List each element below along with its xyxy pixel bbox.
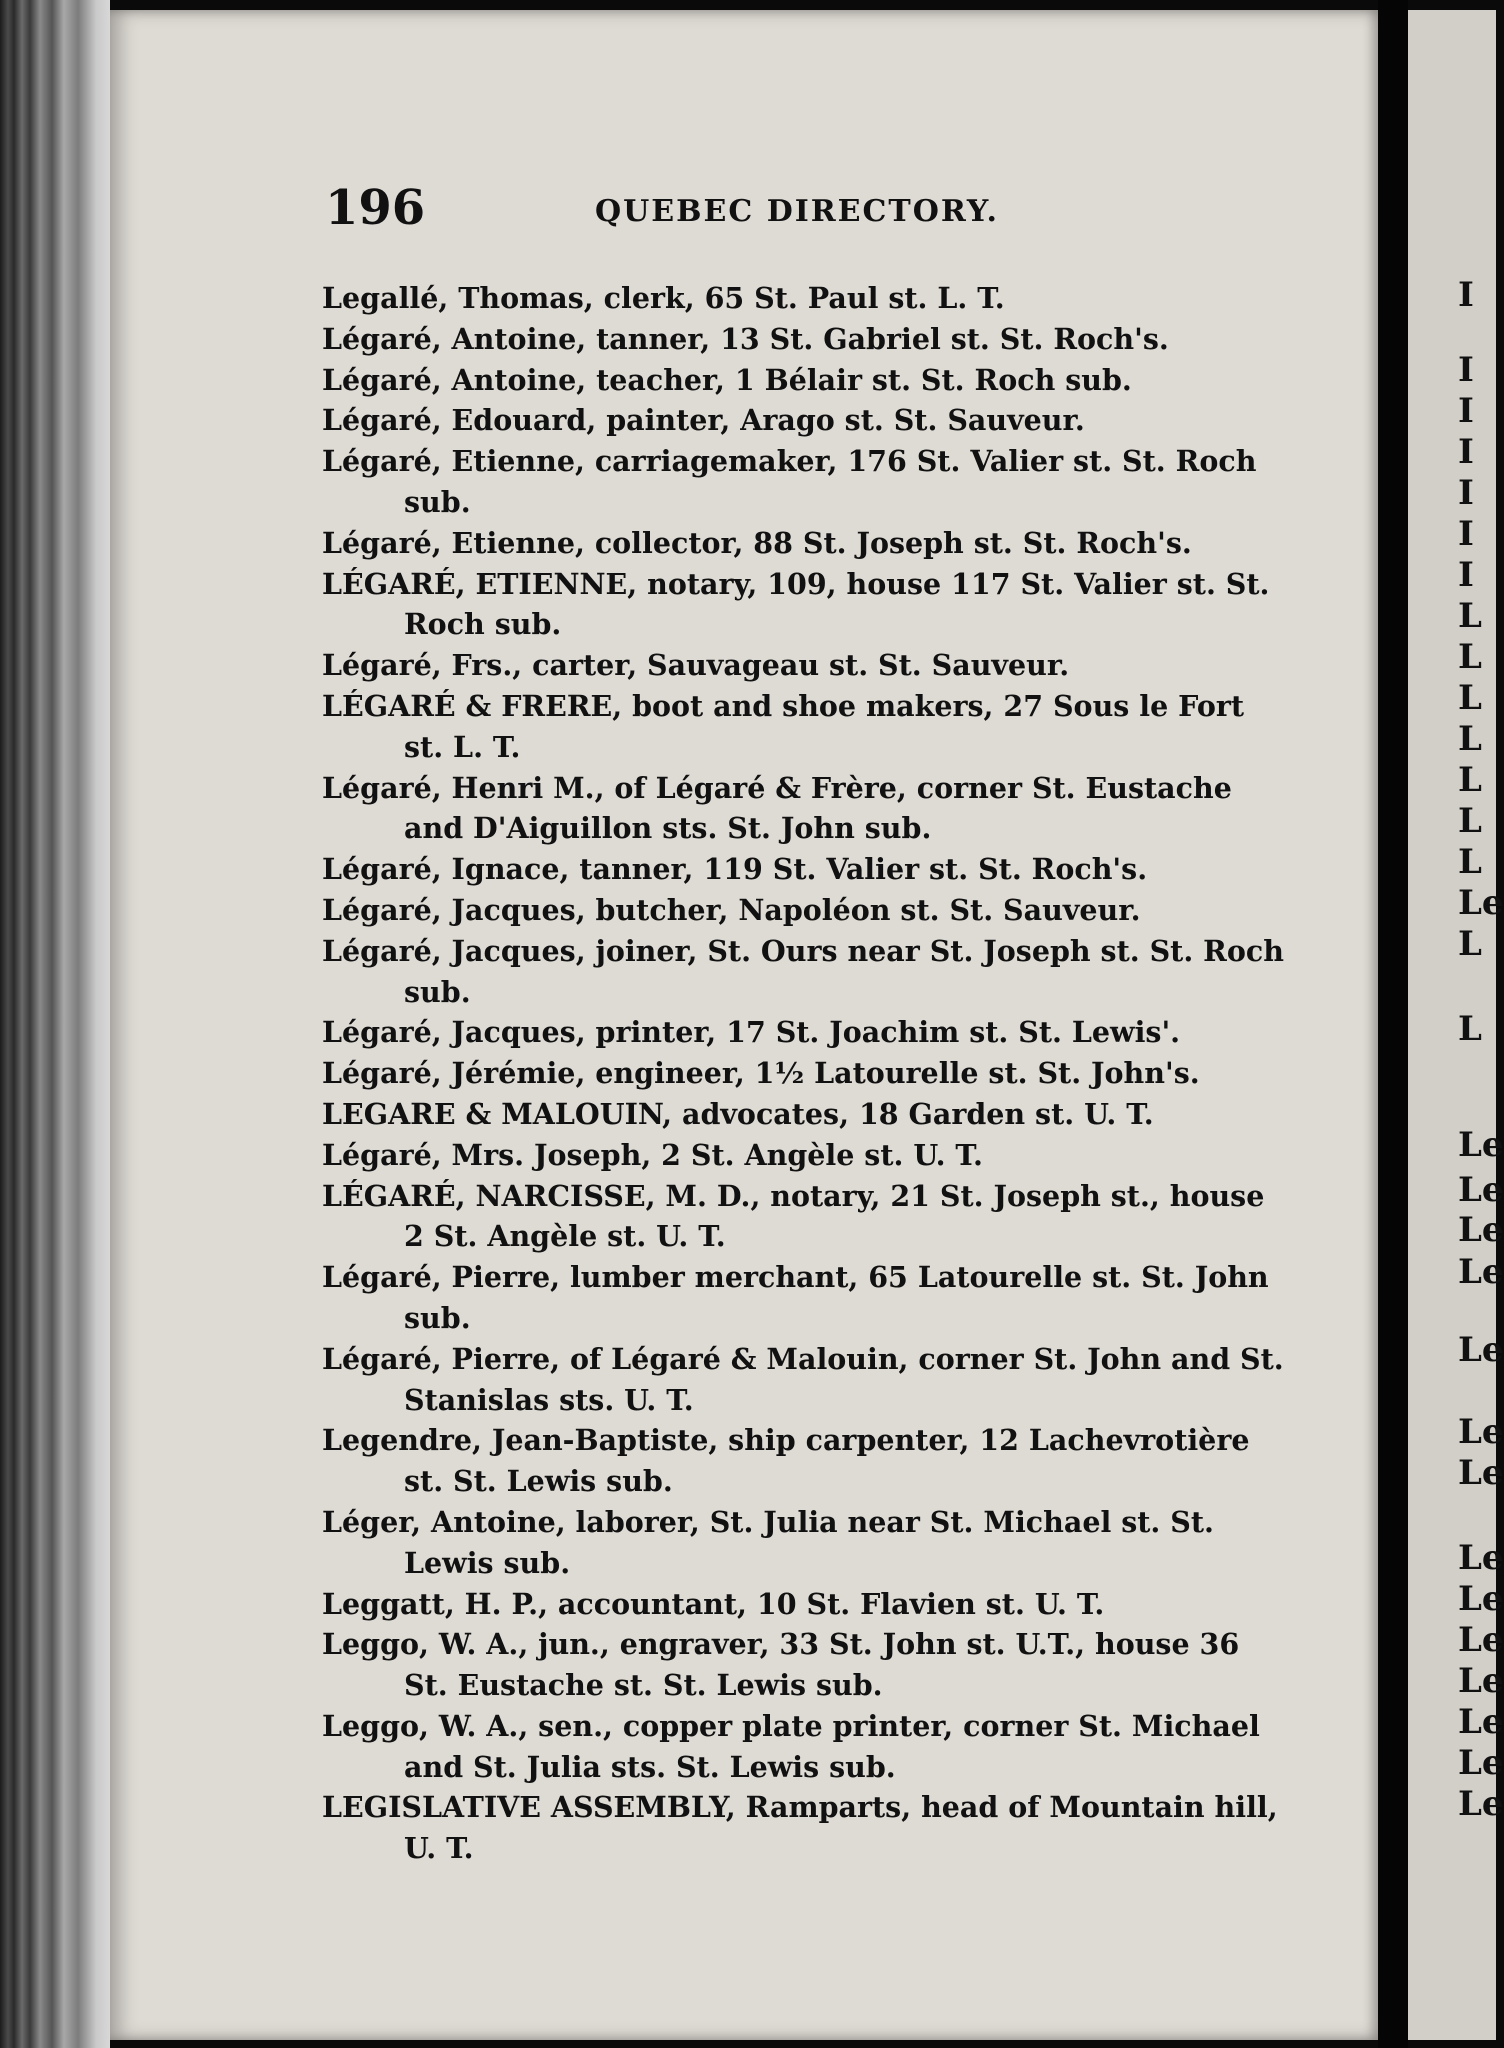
directory-entry: Légaré, Jacques, butcher, Napoléon st. St. Sauveur. (322, 892, 1141, 927)
directory-entry: Légaré, Edouard, painter, Arago st. St. Sauveur. (322, 403, 1085, 438)
facing-page-letter: L (1458, 596, 1482, 636)
facing-page-letter: Le (1458, 1579, 1504, 1619)
facing-page-letter: L (1458, 842, 1482, 882)
directory-entry: LÉGARÉ & FRERE, boot and shoe makers, 27 Sous le Fort st. L. T. (322, 688, 1245, 764)
directory-entry: Légaré, Henri M., of Légaré & Frère, corner St. Eustache and D'Aiguillon sts. St. John sub. (322, 770, 1232, 846)
facing-page-letter: Le (1458, 1170, 1504, 1210)
directory-entry: LEGISLATIVE ASSEMBLY, Ramparts, head of Mountain hill, U. T. (322, 1790, 1278, 1866)
facing-page-edge (1408, 10, 1504, 2040)
directory-entry: LÉGARÉ, NARCISSE, M. D., notary, 21 St. Joseph st., house 2 St. Angèle st. U. T. (322, 1178, 1265, 1254)
facing-page-letter: L (1458, 924, 1482, 964)
facing-page-letter: L (1458, 760, 1482, 800)
facing-page-letter: I (1458, 555, 1474, 595)
facing-page-letter: I (1458, 514, 1474, 554)
facing-page-letter: L (1458, 719, 1482, 759)
directory-entry: Légaré, Pierre, lumber merchant, 65 Latourelle st. St. John sub. (322, 1260, 1269, 1335)
page-header (325, 180, 1325, 240)
page-stack-edge (0, 0, 110, 2048)
facing-page-letter: I (1458, 350, 1474, 390)
directory-entry: Légaré, Pierre, of Légaré & Malouin, corner St. John and St. Stanislas sts. U. T. (322, 1341, 1284, 1417)
directory-entry: Légaré, Antoine, tanner, 13 St. Gabriel st. St. Roch's. (322, 321, 1169, 356)
facing-page-letter: Le (1458, 1743, 1504, 1783)
facing-page-letter: Le (1458, 883, 1504, 923)
directory-entries (322, 278, 1290, 1869)
facing-page-letter: Le (1458, 1412, 1504, 1452)
facing-page-letter: Le (1458, 1210, 1504, 1250)
directory-entry: Légaré, Ignace, tanner, 119 St. Valier st. St. Roch's. (322, 852, 1148, 887)
directory-entry: Légaré, Antoine, teacher, 1 Bélair st. St. Roch sub. (322, 362, 1132, 397)
facing-page-letter: I (1458, 275, 1474, 315)
facing-page-letter: Le (1458, 1252, 1504, 1292)
directory-entry: Légaré, Mrs. Joseph, 2 St. Angèle st. U. T. (322, 1137, 983, 1172)
facing-page-letter: Le (1458, 1702, 1504, 1742)
directory-entry: Legallé, Thomas, clerk, 65 St. Paul st. L. T. (322, 281, 1005, 315)
facing-page-letter: Le (1458, 1784, 1504, 1824)
directory-entry: Léger, Antoine, laborer, St. Julia near St. Michael st. St. Lewis sub. (322, 1504, 1214, 1580)
directory-entry: Leggo, W. A., jun., engraver, 33 St. John st. U.T., house 36 St. Eustache st. St. Lewis sub. (322, 1627, 1240, 1703)
page-number: 196 (325, 180, 426, 236)
directory-entry: Légaré, Etienne, carriagemaker, 176 St. Valier st. St. Roch sub. (322, 444, 1257, 519)
directory-entry: LÉGARÉ, ETIENNE, notary, 109, house 117 St. Valier st. St. Roch sub. (322, 566, 1270, 642)
facing-page-letter: L (1458, 801, 1482, 841)
directory-entry: LEGARE & MALOUIN, advocates, 18 Garden st. U. T. (322, 1096, 1154, 1131)
facing-page-letter: Le (1458, 1661, 1504, 1701)
facing-page-letter: Le (1458, 1125, 1504, 1165)
facing-page-letter: L (1458, 1009, 1482, 1049)
directory-entry: Leggo, W. A., sen., copper plate printer, corner St. Michael and St. Julia sts. St. Lewis sub. (322, 1708, 1260, 1784)
facing-page-letter: L (1458, 678, 1482, 718)
directory-entry: Leggatt, H. P., accountant, 10 St. Flavien st. U. T. (322, 1586, 1105, 1621)
directory-entry: Legendre, Jean-Baptiste, ship carpenter, 12 Lachevrotière st. St. Lewis sub. (322, 1423, 1250, 1499)
facing-page-letter: Le (1458, 1330, 1504, 1370)
facing-page-letter: I (1458, 391, 1474, 431)
facing-page-letter: Le (1458, 1453, 1504, 1493)
directory-entry: Légaré, Jacques, joiner, St. Ours near St. Joseph st. St. Roch sub. (322, 933, 1284, 1009)
directory-entry: Légaré, Jacques, printer, 17 St. Joachim st. St. Lewis'. (322, 1015, 1181, 1050)
facing-page-letter: Le (1458, 1538, 1504, 1578)
facing-page-letter: Le (1458, 1620, 1504, 1660)
directory-entry: Légaré, Jérémie, engineer, 1½ Latourelle st. St. John's. (322, 1056, 1200, 1091)
facing-page-letter: I (1458, 432, 1474, 472)
facing-page-letter: L (1458, 637, 1482, 677)
directory-entry: Légaré, Etienne, collector, 88 St. Joseph st. St. Roch's. (322, 525, 1192, 560)
directory-entry: Légaré, Frs., carter, Sauvageau st. St. Sauveur. (322, 648, 1070, 683)
book-gutter (1378, 0, 1408, 2048)
running-title: QUEBEC DIRECTORY. (595, 194, 999, 229)
facing-page-letter: I (1458, 473, 1474, 513)
